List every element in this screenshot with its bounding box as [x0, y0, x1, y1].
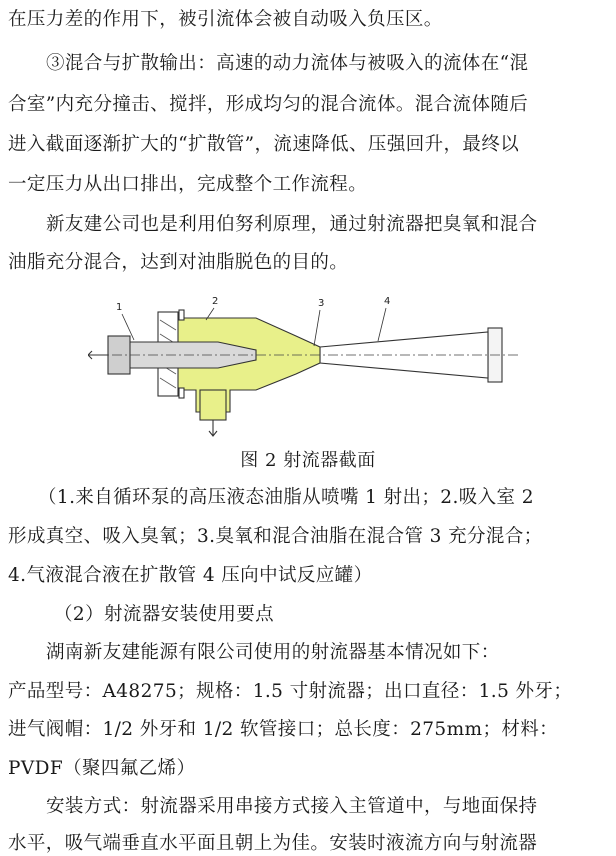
- paragraph-line: 油脂充分混合，达到对油脂脱色的目的。: [8, 252, 349, 273]
- section-line: 进气阀帽：1/2 外牙和 1/2 软管接口；总长度：275mm；材料：: [8, 719, 559, 740]
- callout-1: 1: [116, 302, 123, 313]
- section-line: 安装方式：射流器采用串接方式接入主管道中，与地面保持: [46, 796, 538, 817]
- callout-2: 2: [212, 296, 219, 307]
- figure-caption: 图 2 射流器截面: [240, 450, 376, 471]
- paragraph-line: 新友建公司也是利用伯努利原理，通过射流器把臭氧和混合: [46, 214, 538, 235]
- section-line: PVDF（聚四氟乙烯）: [8, 758, 196, 779]
- section-line: 产品型号：A48275；规格：1.5 寸射流器；出口直径：1.5 外牙；: [8, 681, 573, 702]
- section-line: 水平，吸气端垂直水平面且朝上为佳。安装时液流方向与射流器: [8, 833, 538, 854]
- caption-note-line: 4.气液混合液在扩散管 4 压向中试反应罐）: [8, 565, 373, 586]
- paragraph-line: 合室”内充分撞击、搅拌，形成均匀的混合流体。混合流体随后: [8, 94, 529, 115]
- section-heading: （2）射流器安装使用要点: [54, 604, 275, 625]
- paragraph-line: ③混合与扩散输出：高速的动力流体与被吸入的流体在“混: [46, 53, 529, 74]
- paragraph-line: 在压力差的作用下，被引流体会被自动吸入负压区。: [8, 9, 443, 30]
- callout-4: 4: [384, 296, 391, 307]
- section-line: 湖南新友建能源有限公司使用的射流器基本情况如下：: [46, 642, 500, 663]
- paragraph-line: 一定压力从出口排出，完成整个工作流程。: [8, 174, 368, 195]
- callout-3: 3: [318, 298, 325, 309]
- caption-note-line: （1.来自循环泵的高压液态油脂从喷嘴 1 射出；2.吸入室 2: [38, 487, 534, 508]
- paragraph-line: 进入截面逐渐扩大的“扩散管”，流速降低、压强回升，最终以: [8, 134, 520, 155]
- ejector-body: [88, 310, 518, 436]
- suction-inlet: [200, 390, 226, 420]
- caption-note-line: 形成真空、吸入臭氧；3.臭氧和混合油脂在混合管 3 充分混合；: [8, 526, 543, 547]
- ejector-cross-section-figure: [88, 290, 528, 440]
